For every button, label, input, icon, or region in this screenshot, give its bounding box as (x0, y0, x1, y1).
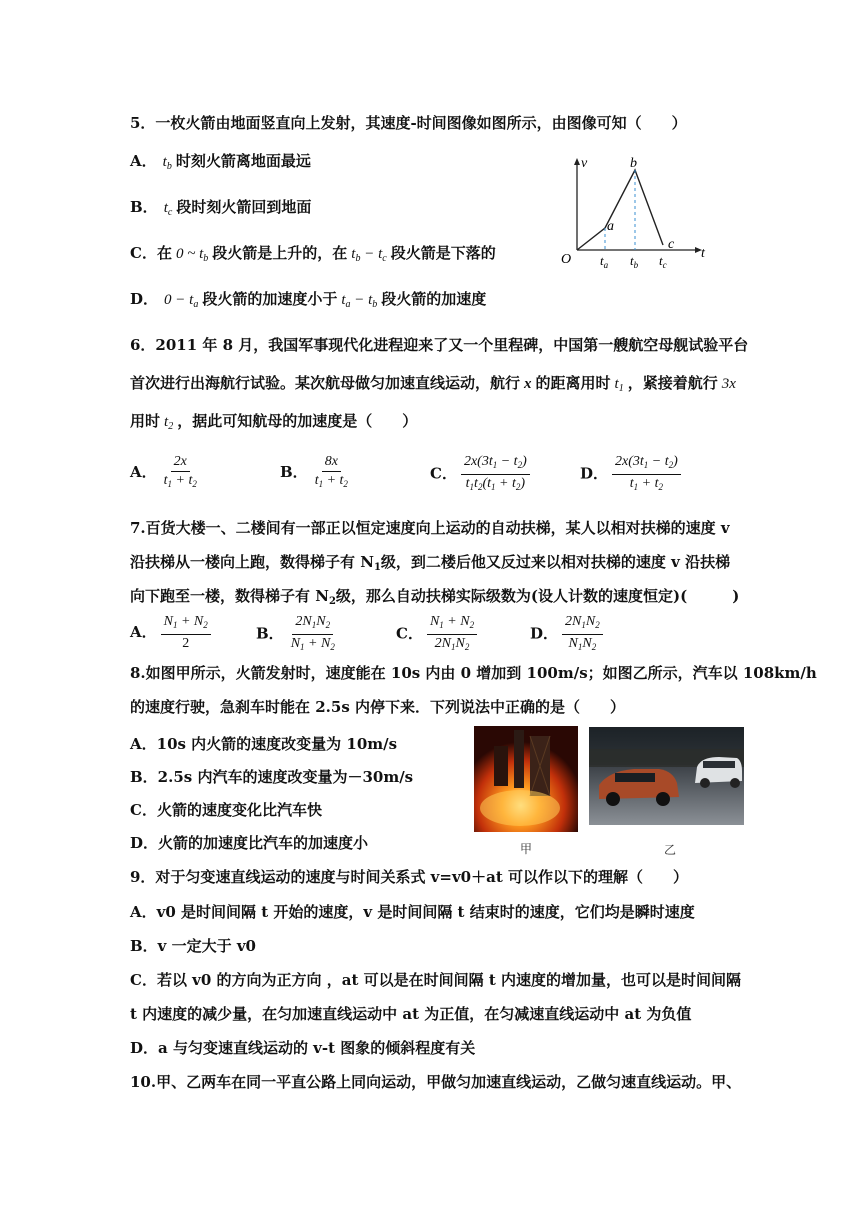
q7-line1: 7.百货大楼一、二楼间有一部正以恒定速度向上运动的自动扶梯，某人以相对扶梯的速度 v (130, 519, 730, 537)
q7-line3: 向下跑至一楼，数得梯子有 $N_2$级，那么自动扶梯实际级数为(设人计数的速度恒定)( ) (130, 587, 740, 607)
q10-line1: 10.甲、乙两车在同一平直公路上同向运动，甲做匀加速直线运动，乙做匀速直线运动。甲、 (130, 1073, 742, 1091)
q9-option-b: B．v 一定大于 v0 (130, 937, 256, 955)
q8-option-d: D．火箭的加速度比汽车的加速度小 (130, 834, 369, 852)
tick-tc: $t_c$ (659, 253, 667, 270)
q7-line2: 沿扶梯从一楼向上跑，数得梯子有 $N_1$级，到二楼后他又反过来以相对扶梯的速度 v 沿扶梯 (130, 553, 731, 573)
q8-line2: 的速度行驶，急刹车时能在 2.5s 内停下来．下列说法中正确的是（ ） (130, 698, 625, 716)
rocket-launch-photo (474, 726, 578, 832)
q7-option-c: C． $\frac{N_1 + N_2}{2N_1N_2}$ (396, 614, 481, 655)
tick-ta: $t_a$ (600, 253, 609, 270)
q8-option-b: B．2.5s 内汽车的速度改变量为－30m/s (130, 768, 414, 786)
label-c: c (668, 237, 675, 252)
tick-tb: $t_b$ (630, 253, 639, 270)
q6-line1: 6．2011 年 8 月，我国军事现代化进程迎来了又一个里程碑，中国第一艘航空母舰试验平台 (130, 336, 749, 354)
label-origin: O (561, 252, 572, 267)
q6-option-d: D． $\frac{2x(3t_1 - t_2)}{t_1 + t_2}$ (580, 454, 685, 495)
q5-vt-graph (555, 150, 715, 275)
q5-option-c: C．在 0 ~ $t_b$ 段火箭是上升的，在 $t_b - t_c$ 段火箭是下落的 (130, 244, 496, 264)
label-t: t (701, 246, 705, 261)
caption-jia: 甲 (520, 842, 533, 856)
q5-option-d: D． $0 - t_a$ 段火箭的加速度小于 $t_a - t_b$ 段火箭的加速度 (130, 290, 487, 310)
q6-option-b: B． $\frac{8x}{t_1 + t_2}$ (280, 454, 348, 489)
q8-line1: 8.如图甲所示，火箭发射时，速度能在 10s 内由 0 增加到 100m/s；如图乙所示，汽车以 108km/h (130, 664, 817, 682)
cars-photo (589, 727, 744, 825)
q6-line2: 首次进行出海航行试验。某次航母做匀加速直线运动，航行 x 的距离用时 $t_1$ ，紧接着航行 3x (130, 374, 736, 394)
q5-option-b: B． $t_c$ 段时刻火箭回到地面 (130, 198, 312, 218)
q9-option-d: D．a 与匀变速直线运动的 v-t 图象的倾斜程度有关 (130, 1039, 476, 1057)
q7-option-b: B． $\frac{2N_1N_2}{N_1 + N_2}$ (256, 614, 335, 652)
label-v: v (581, 156, 588, 171)
q5-stem: 5．一枚火箭由地面竖直向上发射，其速度-时间图像如图所示，由图像可知（ ） (130, 114, 687, 132)
label-a: a (607, 219, 614, 234)
q9-option-a: A．v0 是时间间隔 t 开始的速度，v 是时间间隔 t 结束时的速度，它们均是瞬时速度 (130, 903, 695, 921)
q6-option-c: C． $\frac{2x(3t_1 - t_2)}{t_1t_2(t_1 + t_2)}$ (430, 454, 534, 495)
q8-option-c: C．火箭的速度变化比汽车快 (130, 801, 322, 819)
q9-option-c-line2: t 内速度的减少量，在匀加速直线运动中 at 为正值，在匀减速直线运动中 at 为负值 (130, 1005, 692, 1023)
caption-yi: 乙 (664, 843, 677, 857)
q5-option-a: A． $t_b$ 时刻火箭离地面最远 (130, 152, 311, 172)
label-b: b (630, 156, 637, 171)
q7-option-d: D． $\frac{2N_1N_2}{N_1N_2}$ (530, 614, 607, 655)
q6-option-a: A． $\frac{2x}{t_1 + t_2}$ (130, 454, 197, 489)
q8-option-a: A．10s 内火箭的速度改变量为 10m/s (130, 735, 398, 753)
q9-stem: 9．对于匀变速直线运动的速度与时间关系式 v=v0＋at 可以作以下的理解（ ） (130, 868, 688, 886)
v-axis-arrow (574, 158, 580, 165)
q9-option-c-line1: C．若以 v0 的方向为正方向 ，at 可以是在时间间隔 t 内速度的增加量，也可以是时间间隔 (130, 971, 742, 989)
velocity-line (577, 170, 663, 250)
q6-line3: 用时 $t_2$ ，据此可知航母的加速度是（ ） (130, 412, 418, 432)
q7-option-a: A． $\frac{N_1 + N_2}{2}$ (130, 614, 215, 652)
